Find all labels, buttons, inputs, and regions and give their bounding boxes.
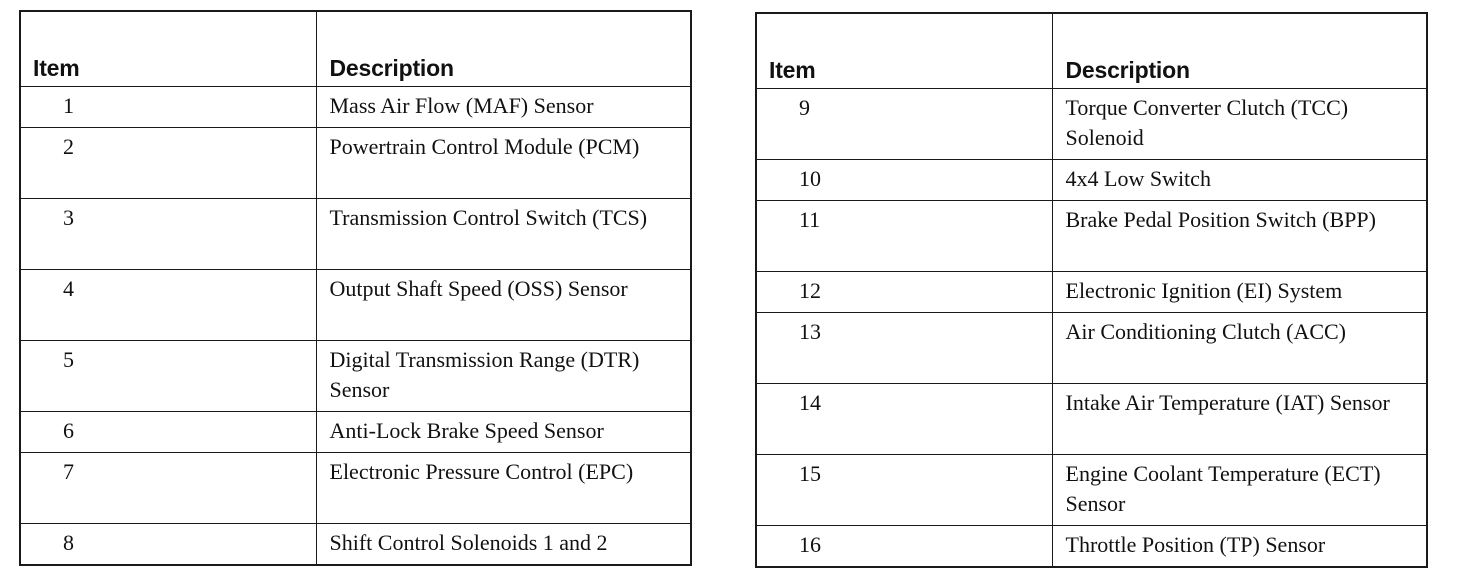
item-number: 8 [20,524,316,566]
table-row [756,201,1427,272]
component-legend-table-right [755,12,1428,568]
description-column-header: Description [316,11,691,87]
item-description: Mass Air Flow (MAF) Sensor [316,87,691,128]
item-number: 2 [20,128,316,199]
item-description: Engine Coolant Temperature (ECT) Sensor [1052,455,1427,526]
item-number: 3 [20,199,316,270]
table-row [756,384,1427,455]
item-description: Powertrain Control Module (PCM) [316,128,691,199]
item-number: 7 [20,453,316,524]
item-number: 6 [20,412,316,453]
table-row [20,412,691,453]
table-row [20,270,691,341]
table-row [20,199,691,270]
item-number: 11 [756,201,1052,272]
table-row [20,128,691,199]
item-number: 1 [20,87,316,128]
table-row [20,453,691,524]
item-column-header: Item [756,13,1052,89]
table-row [756,313,1427,384]
item-number: 9 [756,89,1052,160]
item-number: 10 [756,160,1052,201]
table-row [756,526,1427,568]
item-description: Air Conditioning Clutch (ACC) [1052,313,1427,384]
table-row [20,87,691,128]
item-description: Shift Control Solenoids 1 and 2 [316,524,691,566]
item-number: 5 [20,341,316,412]
item-description: Throttle Position (TP) Sensor [1052,526,1427,568]
item-number: 13 [756,313,1052,384]
item-description: Electronic Ignition (EI) System [1052,272,1427,313]
item-description: Anti-Lock Brake Speed Sensor [316,412,691,453]
item-description: Torque Converter Clutch (TCC) Solenoid [1052,89,1427,160]
item-number: 4 [20,270,316,341]
table-row [20,524,691,566]
description-column-header: Description [1052,13,1427,89]
component-legend-table-left [19,10,692,566]
table-row [756,272,1427,313]
header-row [756,13,1427,89]
item-number: 14 [756,384,1052,455]
item-number: 15 [756,455,1052,526]
item-column-header: Item [20,11,316,87]
item-description: Brake Pedal Position Switch (BPP) [1052,201,1427,272]
item-description: Digital Transmission Range (DTR) Sensor [316,341,691,412]
table-row [20,341,691,412]
table-row [756,160,1427,201]
table-row [756,89,1427,160]
item-description: Intake Air Temperature (IAT) Sensor [1052,384,1427,455]
header-row [20,11,691,87]
item-number: 16 [756,526,1052,568]
item-description: Electronic Pressure Control (EPC) [316,453,691,524]
item-number: 12 [756,272,1052,313]
item-description: Transmission Control Switch (TCS) [316,199,691,270]
item-description: 4x4 Low Switch [1052,160,1427,201]
table-row [756,455,1427,526]
item-description: Output Shaft Speed (OSS) Sensor [316,270,691,341]
